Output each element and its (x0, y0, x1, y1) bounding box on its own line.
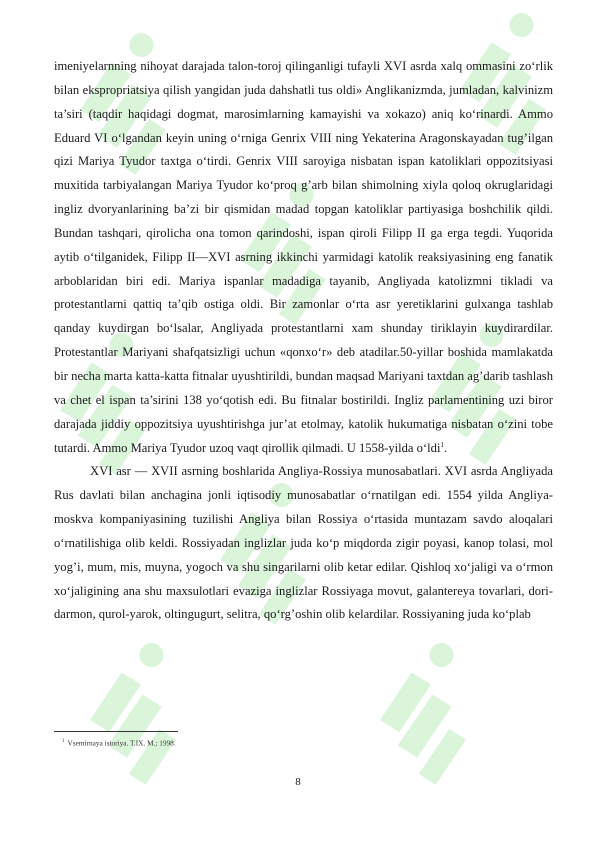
watermark-mark-bottom-left (72, 640, 204, 796)
footnote (62, 737, 176, 748)
footnote-separator (54, 731, 178, 732)
paragraph-1-text: imeniyelarnning nihoyat darajada talon-toroj qilinganligi tufayli XVI asrda xalq ommasini zo‘rlik bilan ekspropriatsiya qilish yangidan juda dahshatli tus oldi» Anglikanizmda, jumladan, kalvinizm ta’siri (taqdir haqidagi dogmat, marosimlarning kamayishi va xokazo) aniq ko‘rinardi. Ammo Eduard VI o‘lgandan keyin uning o‘rniga Genrix VIII ning Yekaterina Aragonskayadan tug’ilgan qizi Mariya Tyudor taxtga o‘tirdi. Genrix VIII saroyiga nisbatan ispan katoliklari oppozitsiyasi muxitida tarbiyalangan Mariya Tyudor ko‘proq g’arb bilan shimolning xiyla qoloq okruglaridagi ingliz dvoryanlarining ba’zi bir qismidan madad topgan katoliklar partiyasiga boshchilik qildi. Bundan tashqari, qirolicha ona tomon qarindoshi, ispan qiroli Filipp II ga erga tegdi. Yuqorida aytib o‘tilganidek, Filipp II—XVI asrning ikkinchi yarmidagi katolik reaksiyasining eng fanatik arboblaridan biri edi. Mariya ispanlar madadiga tayanib, Angliyada katolizmni tikladi va protestantlarni qattiq ta’qib ostiga oldi. Bir zamonlar o‘rta asr yeretiklarini gulxanga tashlab qanday kuydirgan bo‘lsalar, Angliyada protestantlarni xam shunday tiriklayin kuydirardilar. Protestantlar Mariyani shafqatsizligi uchun «qonxo‘r» deb atadilar.50-yillar boshida mamlakatda bir necha marta katta-katta fitnalar uyushtirildi, bundan maqsad Mariyani taxtdan ag’darib tashlash va chet el ispan ta’sirini 138 yo‘qotish edi. Bu fitnalar bostirildi. Ingliz parlamentining uzi biror darajada jiddiy oppozitsiya uyushtirishga jur’at etolmay, katolik hukumatiga nisbatan o‘zini tobe tutardi. Ammo Mariya Tyudor uzoq vaqt qirollik qilmadi. U 1558-yilda o‘ldi (54, 59, 553, 455)
paragraph-2 (54, 460, 553, 627)
page-number: 8 (295, 776, 301, 788)
paragraph-1-tail: . (443, 440, 448, 455)
watermark-mark-bottom-right (362, 640, 494, 796)
footnote-reference[interactable]: 1 (440, 440, 444, 449)
footnote-number: 1 (62, 739, 65, 744)
footnote-text: Vsemirnaya istoriya. T.IX. M.; 1998. (67, 738, 176, 748)
paragraph-2-text: XVI asr — XVII asrning boshlarida Angliya-Rossiya munosabatlari. XVI asrda Angliyada Rus davlati bilan anchagina jonli iqtisodiy munosabatlar o‘rnatilgan edi. 1554 yilda Angliya-moskva kompaniyasining tuzilishi Angliya bilan Rossiya o‘rtasida muntazam savdo aloqalari o‘rnatilishiga olib keldi. Rossiyadan inglizlar juda ko‘p miqdorda zigir poyasi, kanop tolasi, mol yog’i, mum, mis, muyna, yogoch va shu singarilarni olib ketar edilar. Qishloq xo‘jaligi va o‘rmon xo‘jaligining ana shu maxsulotlari evaziga inglizlar Rossiyaga movut, galantereya tovarlari, dori-darmon, qurol-yarok, oltingugurt, selitra, qo‘rg’oshin olib kelardilar. Rossiyaning juda ko‘plab (54, 464, 553, 622)
document-body (54, 55, 553, 627)
paragraph-1 (54, 55, 553, 460)
